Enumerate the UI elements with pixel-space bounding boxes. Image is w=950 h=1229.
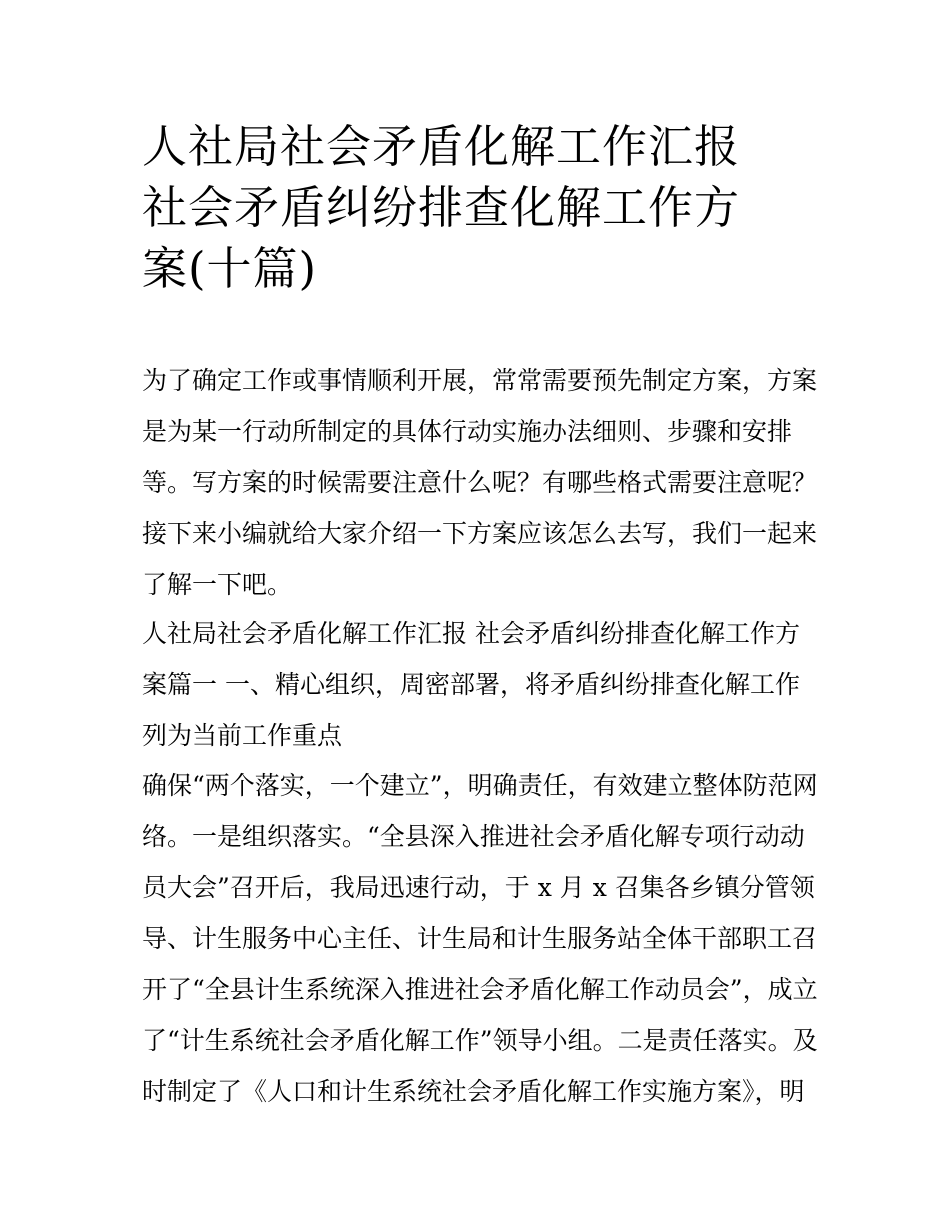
section-heading-paragraph: 人社局社会矛盾化解工作汇报 社会矛盾纠纷排查化解工作方 案篇一 一、精心组织，周密部署，将矛盾纠纷排查化解工作 列为当前工作重点	[142, 619, 800, 750]
document-title: 人社局社会矛盾化解工作汇报 社会矛盾纠纷排查化解工作方 案(十篇)	[142, 120, 741, 295]
intro-paragraph: 为了确定工作或事情顺利开展，常常需要预先制定方案，方案 是为某一行动所制定的具体行动实施办法细则、步骤和安排 等。写方案的时候需要注意什么呢？有哪些格式需要注意呢？ 接下来小编就给大家介绍一下方案应该怎么去写，我们一起来 了解一下吧。	[142, 366, 818, 599]
body-paragraph: 确保“两个落实，一个建立”，明确责任，有效建立整体防范网 络。一是组织落实。“全县深入推进社会矛盾化解专项行动动 员大会”召开后，我局迅速行动，于 x 月 x 召集各乡镇分管领 导、计生服务中心主任、计生局和计生服务站全体干部职工召 开了“全县计生系统深入推进社会矛盾化解工作动员会”，成立 了“计生系统社会矛盾化解工作”领导小组。二是责任落实。及 时制定了《人口和计生系统社会矛盾化解工作实施方案》，明	[142, 771, 818, 1106]
